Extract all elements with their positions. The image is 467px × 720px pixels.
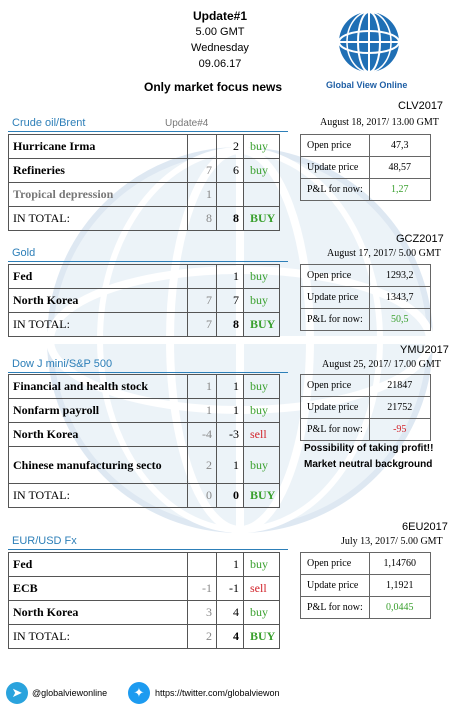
update-title: Update#1 bbox=[192, 9, 248, 23]
telegram-handle[interactable]: @globalviewonline bbox=[32, 688, 108, 698]
table-row: North Korea -4 -3 sell bbox=[9, 423, 280, 447]
table-row: North Korea 3 4 buy bbox=[9, 601, 280, 625]
focus-title: Only market focus news bbox=[144, 80, 283, 94]
instrument-table-eurusd bbox=[300, 552, 431, 619]
table-row: Open price 47,3 bbox=[301, 135, 431, 157]
table-row: Update price 1343,7 bbox=[301, 287, 431, 309]
total-row: IN TOTAL: 0 0 BUY bbox=[9, 484, 280, 508]
section-divider bbox=[8, 261, 288, 262]
instrument-code: CLV2017 bbox=[398, 100, 444, 112]
news-table-eurusd bbox=[8, 552, 280, 649]
section-tag: Update#4 bbox=[165, 118, 209, 129]
table-row: Update price 1,1921 bbox=[301, 575, 431, 597]
instrument-date: August 18, 2017/ 13.00 GMT bbox=[320, 117, 439, 128]
update-time: 5.00 GMT bbox=[195, 26, 245, 38]
total-row: IN TOTAL: 2 4 BUY bbox=[9, 625, 280, 649]
update-date: 09.06.17 bbox=[198, 58, 242, 70]
news-table-gold bbox=[8, 264, 280, 337]
table-row: ECB -1 -1 sell bbox=[9, 577, 280, 601]
note-background: Market neutral background bbox=[304, 459, 433, 470]
table-row: Update price 21752 bbox=[301, 397, 431, 419]
table-row: Financial and health stock 1 1 buy bbox=[9, 375, 280, 399]
instrument-table-gold bbox=[300, 264, 431, 331]
table-row: North Korea 7 7 buy bbox=[9, 289, 280, 313]
twitter-link[interactable]: https://twitter.com/globalviewon bbox=[155, 688, 280, 698]
table-row: Refineries 7 6 buy bbox=[9, 159, 280, 183]
globe-logo-icon bbox=[325, 8, 413, 84]
instrument-code: YMU2017 bbox=[400, 344, 449, 356]
update-day: Wednesday bbox=[191, 42, 249, 54]
table-row: Tropical depression 1 bbox=[9, 183, 280, 207]
table-row: Nonfarm payroll 1 1 buy bbox=[9, 399, 280, 423]
section-divider bbox=[8, 549, 288, 550]
twitter-icon[interactable]: ✦ bbox=[128, 682, 150, 704]
table-row: Open price 1293,2 bbox=[301, 265, 431, 287]
table-row: P&L for now: 50,5 bbox=[301, 309, 431, 331]
table-row: Hurricane Irma 2 buy bbox=[9, 135, 280, 159]
table-row: Fed 1 buy bbox=[9, 265, 280, 289]
instrument-date: August 25, 2017/ 17.00 GMT bbox=[322, 359, 441, 370]
instrument-date: July 13, 2017/ 5.00 GMT bbox=[341, 536, 443, 547]
total-row: IN TOTAL: 7 8 BUY bbox=[9, 313, 280, 337]
table-row: Chinese manufacturing secto 2 1 buy bbox=[9, 447, 280, 484]
telegram-icon[interactable]: ➤ bbox=[6, 682, 28, 704]
note-profit: Possibility of taking profit!! bbox=[304, 443, 434, 454]
instrument-date: August 17, 2017/ 5.00 GMT bbox=[327, 248, 441, 259]
table-row: Open price 21847 bbox=[301, 375, 431, 397]
table-row: P&L for now: 0,0445 bbox=[301, 597, 431, 619]
news-table-dow bbox=[8, 374, 280, 508]
brand-name: Global View Online bbox=[326, 80, 408, 90]
total-row: IN TOTAL: 8 8 BUY bbox=[9, 207, 280, 231]
table-row: P&L for now: -95 bbox=[301, 419, 431, 441]
table-row: Update price 48,57 bbox=[301, 157, 431, 179]
table-row: Open price 1,14760 bbox=[301, 553, 431, 575]
table-row: P&L for now: 1,27 bbox=[301, 179, 431, 201]
section-title-eurusd: EUR/USD Fx bbox=[12, 535, 77, 547]
table-row: Fed 1 buy bbox=[9, 553, 280, 577]
section-divider bbox=[8, 131, 288, 132]
section-title-gold: Gold bbox=[12, 247, 36, 259]
section-title-dow: Dow J mini/S&P 500 bbox=[12, 358, 113, 370]
news-table-crude bbox=[8, 134, 280, 231]
instrument-table-crude bbox=[300, 134, 431, 201]
section-title-crude: Crude oil/Brent bbox=[12, 117, 86, 129]
section-divider bbox=[8, 372, 288, 373]
instrument-table-dow bbox=[300, 374, 431, 441]
instrument-code: GCZ2017 bbox=[396, 233, 444, 245]
header bbox=[120, 8, 320, 72]
instrument-code: 6EU2017 bbox=[402, 521, 448, 533]
